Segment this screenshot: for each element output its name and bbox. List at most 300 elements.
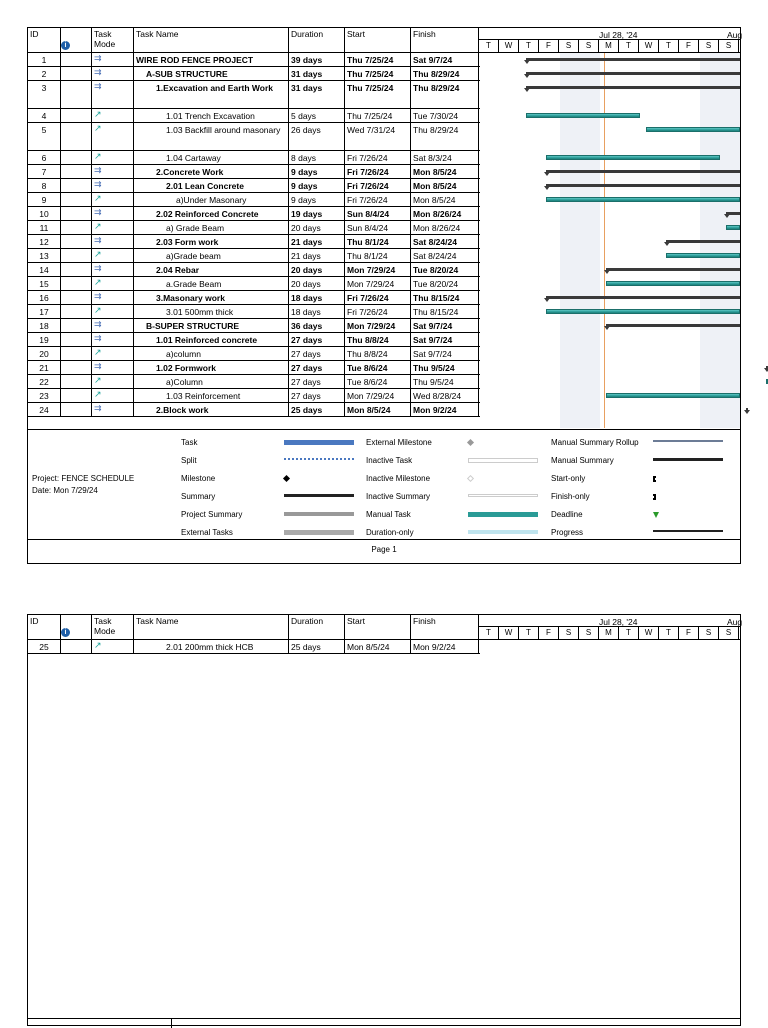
task-duration[interactable]: 9 days <box>289 165 345 178</box>
table-row[interactable] <box>28 291 480 305</box>
col-header-duration[interactable]: Duration <box>289 28 345 52</box>
timescale-header <box>479 28 743 52</box>
manual-schedule-icon: ↗ <box>94 193 102 203</box>
table-row[interactable] <box>28 361 480 375</box>
task-mode-cell[interactable] <box>92 179 134 192</box>
task-finish[interactable]: Mon 8/5/24 <box>411 193 479 206</box>
col-header-duration[interactable]: Duration <box>289 615 345 639</box>
auto-schedule-icon: ⇉ <box>94 235 102 245</box>
timescale-day: S <box>719 40 739 52</box>
task-id: 16 <box>28 291 61 304</box>
summary-bar-end <box>724 214 730 218</box>
timescale-week-label: Jul 28, '24 <box>599 617 638 627</box>
legend-label: Manual Summary Rollup <box>551 438 639 447</box>
task-id: 13 <box>28 249 61 262</box>
col-header-start[interactable]: Start <box>345 28 411 52</box>
task-duration[interactable]: 18 days <box>289 305 345 318</box>
legend-swatch <box>284 440 354 445</box>
col-header-mode[interactable]: Task Mode <box>92 28 134 52</box>
task-finish[interactable]: Thu 8/15/24 <box>411 291 479 304</box>
task-name[interactable]: 1.02 Formwork <box>134 361 289 374</box>
task-duration[interactable]: 36 days <box>289 319 345 332</box>
task-indicators <box>61 81 92 108</box>
task-name[interactable]: 3.Masonary work <box>134 291 289 304</box>
task-id: 25 <box>28 640 61 653</box>
legend-swatch <box>284 494 354 497</box>
summary-bar[interactable] <box>546 184 740 187</box>
summary-bar[interactable] <box>546 296 740 299</box>
timescale-day: T <box>479 627 499 639</box>
task-finish[interactable]: Mon 9/2/24 <box>411 403 479 416</box>
summary-bar[interactable] <box>526 58 740 61</box>
table-header <box>28 28 743 53</box>
legend-swatch <box>284 458 354 460</box>
task-start[interactable]: Thu 8/1/24 <box>345 249 411 262</box>
legend-swatch <box>653 440 723 442</box>
task-finish[interactable]: Thu 9/5/24 <box>411 375 479 388</box>
legend-swatch <box>653 476 656 482</box>
legend-swatch <box>283 475 290 482</box>
timescale-day: T <box>619 627 639 639</box>
task-name[interactable]: 2.02 Reinforced Concrete <box>134 207 289 220</box>
task-duration[interactable]: 8 days <box>289 151 345 164</box>
task-name[interactable]: 2.Concrete Work <box>134 165 289 178</box>
auto-schedule-icon: ⇉ <box>94 291 102 301</box>
weekend-shade <box>560 53 600 428</box>
task-duration[interactable]: 18 days <box>289 291 345 304</box>
col-header-id[interactable]: ID <box>28 615 61 639</box>
legend-swatch <box>653 494 656 500</box>
timescale-day: S <box>579 627 599 639</box>
table-row[interactable] <box>28 277 480 291</box>
today-line <box>604 53 605 428</box>
task-duration[interactable]: 27 days <box>289 375 345 388</box>
task-mode-cell[interactable] <box>92 123 134 150</box>
legend-swatch <box>284 530 354 535</box>
legend-label: Inactive Milestone <box>366 474 431 483</box>
timescale-day: F <box>679 40 699 52</box>
task-indicators <box>61 361 92 374</box>
task-finish[interactable]: Tue 8/20/24 <box>411 263 479 276</box>
table-row[interactable] <box>28 123 480 151</box>
task-name[interactable]: 1.03 Backfill around masonary <box>134 123 289 150</box>
legend-swatch <box>467 439 474 446</box>
task-duration[interactable]: 27 days <box>289 361 345 374</box>
task-duration[interactable]: 31 days <box>289 67 345 80</box>
task-start[interactable]: Thu 8/8/24 <box>345 333 411 346</box>
task-mode-cell[interactable] <box>92 151 134 164</box>
summary-bar[interactable] <box>606 268 740 271</box>
task-duration[interactable]: 9 days <box>289 193 345 206</box>
task-mode-cell[interactable] <box>92 221 134 234</box>
task-duration[interactable]: 27 days <box>289 389 345 402</box>
task-name[interactable]: a)Under Masonary <box>134 193 289 206</box>
task-name[interactable]: 2.Block work <box>134 403 289 416</box>
task-duration[interactable]: 25 days <box>289 403 345 416</box>
task-finish[interactable]: Thu 8/29/24 <box>411 67 479 80</box>
task-finish[interactable]: Mon 9/2/24 <box>411 640 479 653</box>
auto-schedule-icon: ⇉ <box>94 263 102 273</box>
task-name[interactable]: a)Column <box>134 375 289 388</box>
task-indicators <box>61 207 92 220</box>
legend-label: External Tasks <box>181 528 233 537</box>
summary-bar[interactable] <box>546 170 740 173</box>
task-duration[interactable]: 21 days <box>289 249 345 262</box>
task-name[interactable]: 2.01 Lean Concrete <box>134 179 289 192</box>
timescale-day: S <box>579 40 599 52</box>
task-finish[interactable]: Thu 8/29/24 <box>411 81 479 108</box>
timescale-day: W <box>499 627 519 639</box>
task-name[interactable]: 2.03 Form work <box>134 235 289 248</box>
auto-schedule-icon: ⇉ <box>94 207 102 217</box>
task-start[interactable]: Fri 7/26/24 <box>345 151 411 164</box>
col-header-id[interactable]: ID <box>28 28 61 52</box>
task-id: 12 <box>28 235 61 248</box>
task-duration[interactable]: 20 days <box>289 263 345 276</box>
table-row[interactable] <box>28 319 480 333</box>
col-header-mode[interactable]: Task Mode <box>92 615 134 639</box>
task-finish[interactable]: Sat 9/7/24 <box>411 319 479 332</box>
task-finish[interactable]: Thu 9/5/24 <box>411 361 479 374</box>
table-row[interactable] <box>28 263 480 277</box>
task-indicators <box>61 53 92 66</box>
task-mode-cell[interactable] <box>92 53 134 66</box>
task-finish[interactable]: Sat 9/7/24 <box>411 333 479 346</box>
col-header-indicators[interactable] <box>61 615 92 639</box>
task-start[interactable]: Thu 7/25/24 <box>345 67 411 80</box>
table-row[interactable] <box>28 67 480 81</box>
task-start[interactable]: Mon 8/5/24 <box>345 640 411 653</box>
task-name[interactable]: a)column <box>134 347 289 360</box>
task-id: 21 <box>28 361 61 374</box>
task-duration[interactable]: 21 days <box>289 235 345 248</box>
legend-label: Duration-only <box>366 528 414 537</box>
auto-schedule-icon: ⇉ <box>94 361 102 371</box>
task-id: 11 <box>28 221 61 234</box>
task-start[interactable]: Tue 8/6/24 <box>345 375 411 388</box>
col-header-start[interactable]: Start <box>345 615 411 639</box>
task-name[interactable]: 2.01 200mm thick HCB <box>134 640 289 653</box>
task-start[interactable]: Sun 8/4/24 <box>345 221 411 234</box>
task-finish[interactable]: Mon 8/5/24 <box>411 165 479 178</box>
task-mode-cell[interactable] <box>92 375 134 388</box>
col-header-name[interactable]: Task Name <box>134 28 289 52</box>
summary-bar-end <box>524 74 530 78</box>
task-start[interactable]: Thu 7/25/24 <box>345 81 411 108</box>
task-duration[interactable]: 25 days <box>289 640 345 653</box>
table-row[interactable] <box>28 403 480 417</box>
task-mode-cell[interactable] <box>92 165 134 178</box>
task-start[interactable]: Sun 8/4/24 <box>345 207 411 220</box>
task-start[interactable]: Fri 7/26/24 <box>345 165 411 178</box>
table-row[interactable] <box>28 179 480 193</box>
table-row[interactable] <box>28 165 480 179</box>
task-mode-cell[interactable] <box>92 389 134 402</box>
task-start[interactable]: Tue 8/6/24 <box>345 361 411 374</box>
legend-panel <box>28 429 740 540</box>
summary-bar[interactable] <box>606 324 740 327</box>
task-indicators <box>61 263 92 276</box>
task-finish[interactable]: Mon 8/26/24 <box>411 221 479 234</box>
summary-bar-end <box>544 172 550 176</box>
auto-schedule-icon: ⇉ <box>94 319 102 329</box>
table-row[interactable] <box>28 109 480 123</box>
table-row[interactable] <box>28 151 480 165</box>
timescale-day: F <box>539 40 559 52</box>
task-name[interactable]: 1.Excavation and Earth Work <box>134 81 289 108</box>
task-mode-cell[interactable] <box>92 81 134 108</box>
legend-label: Inactive Task <box>366 456 413 465</box>
task-indicators <box>61 109 92 122</box>
col-header-indicators[interactable] <box>61 28 92 52</box>
task-finish[interactable]: Sat 8/24/24 <box>411 249 479 262</box>
timescale-header <box>479 615 743 639</box>
task-mode-cell[interactable] <box>92 305 134 318</box>
manual-schedule-icon: ↗ <box>94 109 102 119</box>
task-start[interactable]: Mon 7/29/24 <box>345 277 411 290</box>
table-row[interactable] <box>28 347 480 361</box>
task-duration[interactable]: 20 days <box>289 277 345 290</box>
table-row[interactable] <box>28 81 480 109</box>
timescale-day: T <box>659 627 679 639</box>
task-indicators <box>61 165 92 178</box>
task-id: 22 <box>28 375 61 388</box>
col-header-finish[interactable]: Finish <box>411 28 479 52</box>
task-indicators <box>61 67 92 80</box>
auto-schedule-icon: ⇉ <box>94 333 102 343</box>
auto-schedule-icon: ⇉ <box>94 165 102 175</box>
auto-schedule-icon: ⇉ <box>94 67 102 77</box>
task-finish[interactable]: Wed 8/28/24 <box>411 389 479 402</box>
task-start[interactable]: Fri 7/26/24 <box>345 305 411 318</box>
manual-schedule-icon: ↗ <box>94 375 102 385</box>
legend-label: Manual Summary <box>551 456 614 465</box>
table-row[interactable] <box>28 193 480 207</box>
project-date: Date: Mon 7/29/24 <box>32 486 98 495</box>
timescale-day: W <box>639 40 659 52</box>
table-row[interactable] <box>28 640 480 654</box>
task-duration[interactable]: 31 days <box>289 81 345 108</box>
col-header-finish[interactable]: Finish <box>411 615 479 639</box>
legend-swatch <box>468 494 538 497</box>
timescale-day: T <box>519 627 539 639</box>
task-duration[interactable]: 26 days <box>289 123 345 150</box>
task-start[interactable]: Fri 7/26/24 <box>345 179 411 192</box>
task-name[interactable]: B-SUPER STRUCTURE <box>134 319 289 332</box>
task-duration[interactable]: 9 days <box>289 179 345 192</box>
task-start[interactable]: Wed 7/31/24 <box>345 123 411 150</box>
task-indicators <box>61 249 92 262</box>
task-finish[interactable]: Thu 8/15/24 <box>411 305 479 318</box>
task-mode-cell[interactable] <box>92 235 134 248</box>
task-name[interactable]: A-SUB STRUCTURE <box>134 67 289 80</box>
task-mode-cell[interactable] <box>92 291 134 304</box>
table-row[interactable] <box>28 249 480 263</box>
task-start[interactable]: Thu 8/1/24 <box>345 235 411 248</box>
task-id: 4 <box>28 109 61 122</box>
summary-bar-end <box>604 326 610 330</box>
timescale-day: M <box>599 40 619 52</box>
task-mode-cell[interactable] <box>92 333 134 346</box>
task-indicators <box>61 235 92 248</box>
task-name[interactable]: 1.01 Reinforced concrete <box>134 333 289 346</box>
task-bar[interactable] <box>606 393 740 398</box>
task-start[interactable]: Thu 7/25/24 <box>345 109 411 122</box>
auto-schedule-icon: ⇉ <box>94 81 102 91</box>
summary-bar[interactable] <box>526 86 740 89</box>
table-row[interactable] <box>28 207 480 221</box>
task-mode-cell[interactable] <box>92 249 134 262</box>
gantt-page-2 <box>27 614 741 1026</box>
task-name[interactable]: 2.04 Rebar <box>134 263 289 276</box>
task-bar[interactable] <box>646 127 740 132</box>
task-mode-cell[interactable] <box>92 109 134 122</box>
legend-label: Split <box>181 456 197 465</box>
task-finish[interactable]: Sat 9/7/24 <box>411 347 479 360</box>
manual-schedule-icon: ↗ <box>94 123 102 133</box>
legend-swatch <box>468 458 538 463</box>
legend-label: Manual Task <box>366 510 411 519</box>
task-mode-cell[interactable] <box>92 207 134 220</box>
task-bar[interactable] <box>666 253 740 258</box>
task-indicators <box>61 389 92 402</box>
task-name[interactable]: WIRE ROD FENCE PROJECT <box>134 53 289 66</box>
summary-bar[interactable] <box>666 240 740 243</box>
task-start[interactable]: Mon 7/29/24 <box>345 389 411 402</box>
timescale-day: T <box>479 40 499 52</box>
task-finish[interactable]: Tue 7/30/24 <box>411 109 479 122</box>
auto-schedule-icon: ⇉ <box>94 403 102 413</box>
task-bar[interactable] <box>726 225 740 230</box>
task-mode-cell[interactable] <box>92 347 134 360</box>
task-name[interactable]: 1.01 Trench Excavation <box>134 109 289 122</box>
task-start[interactable]: Fri 7/26/24 <box>345 291 411 304</box>
table-row[interactable] <box>28 221 480 235</box>
task-mode-cell[interactable] <box>92 361 134 374</box>
task-mode-cell[interactable] <box>92 263 134 276</box>
task-indicators <box>61 333 92 346</box>
task-finish[interactable]: Tue 8/20/24 <box>411 277 479 290</box>
manual-schedule-icon: ↗ <box>94 249 102 259</box>
table-row[interactable] <box>28 333 480 347</box>
legend-label: External Milestone <box>366 438 432 447</box>
task-id: 17 <box>28 305 61 318</box>
timescale-day: T <box>619 40 639 52</box>
task-name[interactable]: 1.03 Reinforcement <box>134 389 289 402</box>
info-icon: i <box>61 628 70 637</box>
task-finish[interactable]: Mon 8/26/24 <box>411 207 479 220</box>
timescale-week-label-2: Aug <box>727 30 743 40</box>
summary-bar-end <box>604 270 610 274</box>
task-id: 6 <box>28 151 61 164</box>
summary-bar-end <box>544 186 550 190</box>
task-name[interactable]: a) Grade Beam <box>134 221 289 234</box>
manual-schedule-icon: ↗ <box>94 389 102 399</box>
table-row[interactable] <box>28 375 480 389</box>
table-header-2 <box>28 615 743 640</box>
task-mode-cell[interactable] <box>92 277 134 290</box>
task-duration[interactable]: 20 days <box>289 221 345 234</box>
auto-schedule-icon: ⇉ <box>94 179 102 189</box>
task-start[interactable]: Thu 7/25/24 <box>345 53 411 66</box>
summary-bar-end <box>744 410 750 414</box>
task-id: 9 <box>28 193 61 206</box>
gantt-page-1 <box>27 27 741 564</box>
task-finish[interactable]: Sat 9/7/24 <box>411 53 479 66</box>
task-finish[interactable]: Sat 8/24/24 <box>411 235 479 248</box>
table-row[interactable] <box>28 235 480 249</box>
task-mode-cell[interactable] <box>92 67 134 80</box>
task-id: 8 <box>28 179 61 192</box>
task-id: 10 <box>28 207 61 220</box>
legend-swatch <box>653 512 659 518</box>
task-duration[interactable]: 5 days <box>289 109 345 122</box>
timescale-week-label-2: Aug <box>727 617 743 627</box>
task-indicators <box>61 305 92 318</box>
manual-schedule-icon: ↗ <box>94 305 102 315</box>
task-mode-cell[interactable] <box>92 319 134 332</box>
task-duration[interactable]: 27 days <box>289 347 345 360</box>
summary-bar[interactable] <box>526 72 740 75</box>
task-bar[interactable] <box>526 113 640 118</box>
task-name[interactable]: 1.04 Cartaway <box>134 151 289 164</box>
legend-label: Finish-only <box>551 492 590 501</box>
task-name[interactable]: a.Grade Beam <box>134 277 289 290</box>
task-start[interactable]: Fri 7/26/24 <box>345 193 411 206</box>
timescale-day: S <box>719 627 739 639</box>
task-bar[interactable] <box>546 309 740 314</box>
timescale-day: S <box>559 40 579 52</box>
task-indicators <box>61 277 92 290</box>
summary-bar-end <box>524 88 530 92</box>
table-row[interactable] <box>28 389 480 403</box>
task-name[interactable]: 3.01 500mm thick <box>134 305 289 318</box>
col-header-name[interactable]: Task Name <box>134 615 289 639</box>
task-bar[interactable] <box>606 281 740 286</box>
task-bar[interactable] <box>546 197 740 202</box>
task-duration[interactable]: 39 days <box>289 53 345 66</box>
task-mode-cell[interactable] <box>92 193 134 206</box>
task-id: 7 <box>28 165 61 178</box>
task-indicators <box>61 640 92 653</box>
task-bar[interactable] <box>546 155 720 160</box>
legend-swatch <box>653 530 723 532</box>
task-start[interactable]: Mon 7/29/24 <box>345 319 411 332</box>
task-duration[interactable]: 19 days <box>289 207 345 220</box>
info-icon: i <box>61 41 70 50</box>
task-id: 23 <box>28 389 61 402</box>
task-finish[interactable]: Thu 8/29/24 <box>411 123 479 150</box>
task-start[interactable]: Thu 8/8/24 <box>345 347 411 360</box>
manual-schedule-icon: ↗ <box>94 277 102 287</box>
task-mode-cell[interactable] <box>92 640 134 653</box>
task-mode-cell[interactable] <box>92 403 134 416</box>
table-row[interactable] <box>28 305 480 319</box>
gantt-chart <box>480 53 740 428</box>
legend-swatch <box>284 512 354 516</box>
task-duration[interactable]: 27 days <box>289 333 345 346</box>
task-name[interactable]: a)Grade beam <box>134 249 289 262</box>
table-row[interactable] <box>28 53 480 67</box>
task-start[interactable]: Mon 7/29/24 <box>345 263 411 276</box>
timescale-day: W <box>499 40 519 52</box>
project-name: Project: FENCE SCHEDULE <box>32 474 135 483</box>
page-label: Page 1 <box>371 545 397 554</box>
task-finish[interactable]: Mon 8/5/24 <box>411 179 479 192</box>
task-start[interactable]: Mon 8/5/24 <box>345 403 411 416</box>
task-finish[interactable]: Sat 8/3/24 <box>411 151 479 164</box>
task-indicators <box>61 151 92 164</box>
